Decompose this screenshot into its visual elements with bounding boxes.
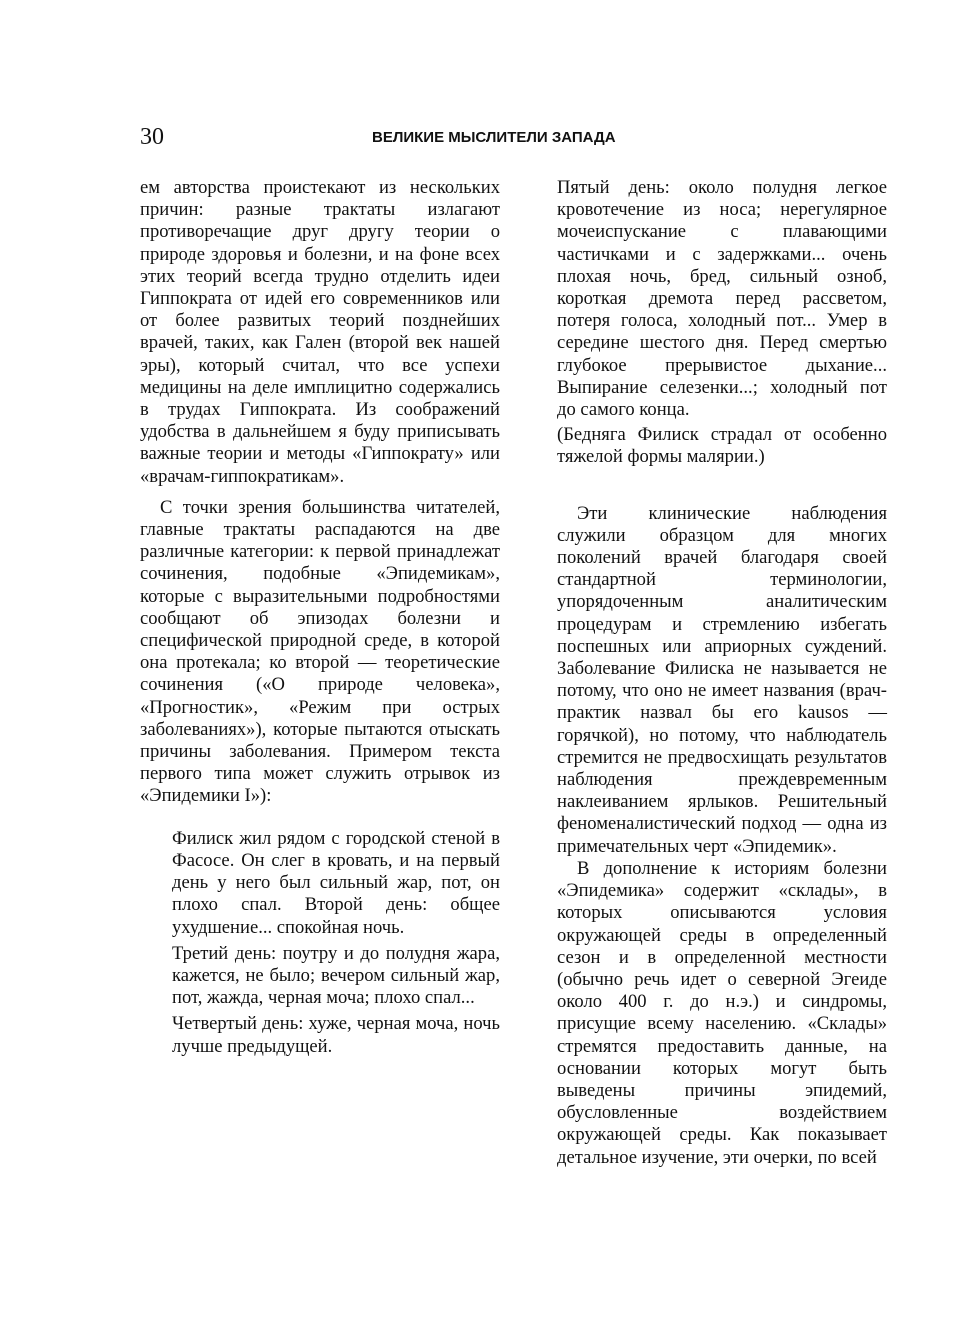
quote-paragraph: Филиск жил рядом с городской стеной в Фасосе. Он слег в кровать, и на первый день у него был сильный жар, пот, он плохо спал. Второй день: общее ухудшение... спокойная ночь.: [172, 827, 500, 938]
quote-paragraph: Пятый день: около полудня легкое кровотечение из носа; нерегулярное мочеиспускание с плавающими частичками и с задержками... очень плохая ночь, бред, сильный озноб, короткая дремота перед рассветом, потеря голоса, холодный пот... Умер в середине шестого дня. Перед смертью глубокое прерывистое дыхание... Выпирание селезенки...; холодный пот до самого конца.: [557, 177, 887, 421]
case-quote-right: [557, 177, 887, 469]
quote-paragraph: Третий день: поутру и до полудня жара, кажется, не было; вечером сильный жар, пот, жажда, черная моча; плохо спал...: [172, 942, 500, 1009]
left-column: [140, 177, 500, 1062]
page-header: [140, 124, 910, 154]
right-paragraph-2: В дополнение к историям болезни «Эпидемика» содержит «склады», в которых описываются условия окружающей среды в определенный сезон и в определенной местности (обычно речь идет о северной Эгеиде около 400 г. до н.э.) и синдромы, присущие всему населению. «Склады» стремятся предоставить данные, на основании которых могут быть выведены причины эпидемий, обусловленные воздействием окружающей среды. Как показывает детальное изучение, эти очерки, по всей: [557, 857, 887, 1168]
running-title: ВЕЛИКИЕ МЫСЛИТЕЛИ ЗАПАДА: [372, 129, 616, 146]
left-paragraph-1: ем авторства проистекают из нескольких причин: разные трактаты излагают противоречащие друг другу теории о природе здоровья и болезни, и на фоне всех этих теорий всегда трудно отделить идеи Гиппократа от идей его современников или от более развитых теорий позднейших врачей, таких, как Гален (второй век нашей эры), который считал, что все успехи медицины на деле имплицитно содержались в трудах Гиппократа. Из соображений удобства в дальнейшем я буду приписывать важные теории и методы «Гиппократу» или «врачам-гиппократикам».: [140, 177, 500, 487]
page-number: 30: [140, 124, 164, 150]
quote-note: (Бедняга Филиск страдал от особенно тяжелой формы малярии.): [557, 424, 887, 468]
right-column: [557, 177, 887, 1169]
case-quote-left: [172, 828, 500, 1058]
left-paragraph-2: С точки зрения большинства читателей, главные трактаты распадаются на две различные категории: к первой принадлежат сочинения, подобные «Эпидемикам», которые с выразительными подробностями сообщают об эпизодах болезни и специфической природной среде, в которой она протекала; ко второй — теоретические сочинения («О природе человека», «Прогностик», «Режим при острых заболеваниях»), которые пытаются отыскать причины заболевания. Примером текста первого типа может служить отрывок из «Эпидемики I»):: [140, 496, 500, 807]
right-paragraph-1: Эти клинические наблюдения служили образцом для многих поколений врачей благодаря своей стандартной терминологии, упорядоченным аналитическим процедурам и стремлению избегать поспешных или априорных суждений. Заболевание Филиска не называется не потому, что оно не имеет названия (врач-практик назвал бы его kausos — горячкой), но потому, что наблюдатель стремится не предвосхищать результатов наблюдения преждевременным наклеиванием ярлыков. Решительный феноменалистический подход — одна из примечательных черт «Эпидемик».: [557, 502, 887, 857]
quote-paragraph: Четвертый день: хуже, черная моча, ночь лучше предыдущей.: [172, 1013, 500, 1057]
